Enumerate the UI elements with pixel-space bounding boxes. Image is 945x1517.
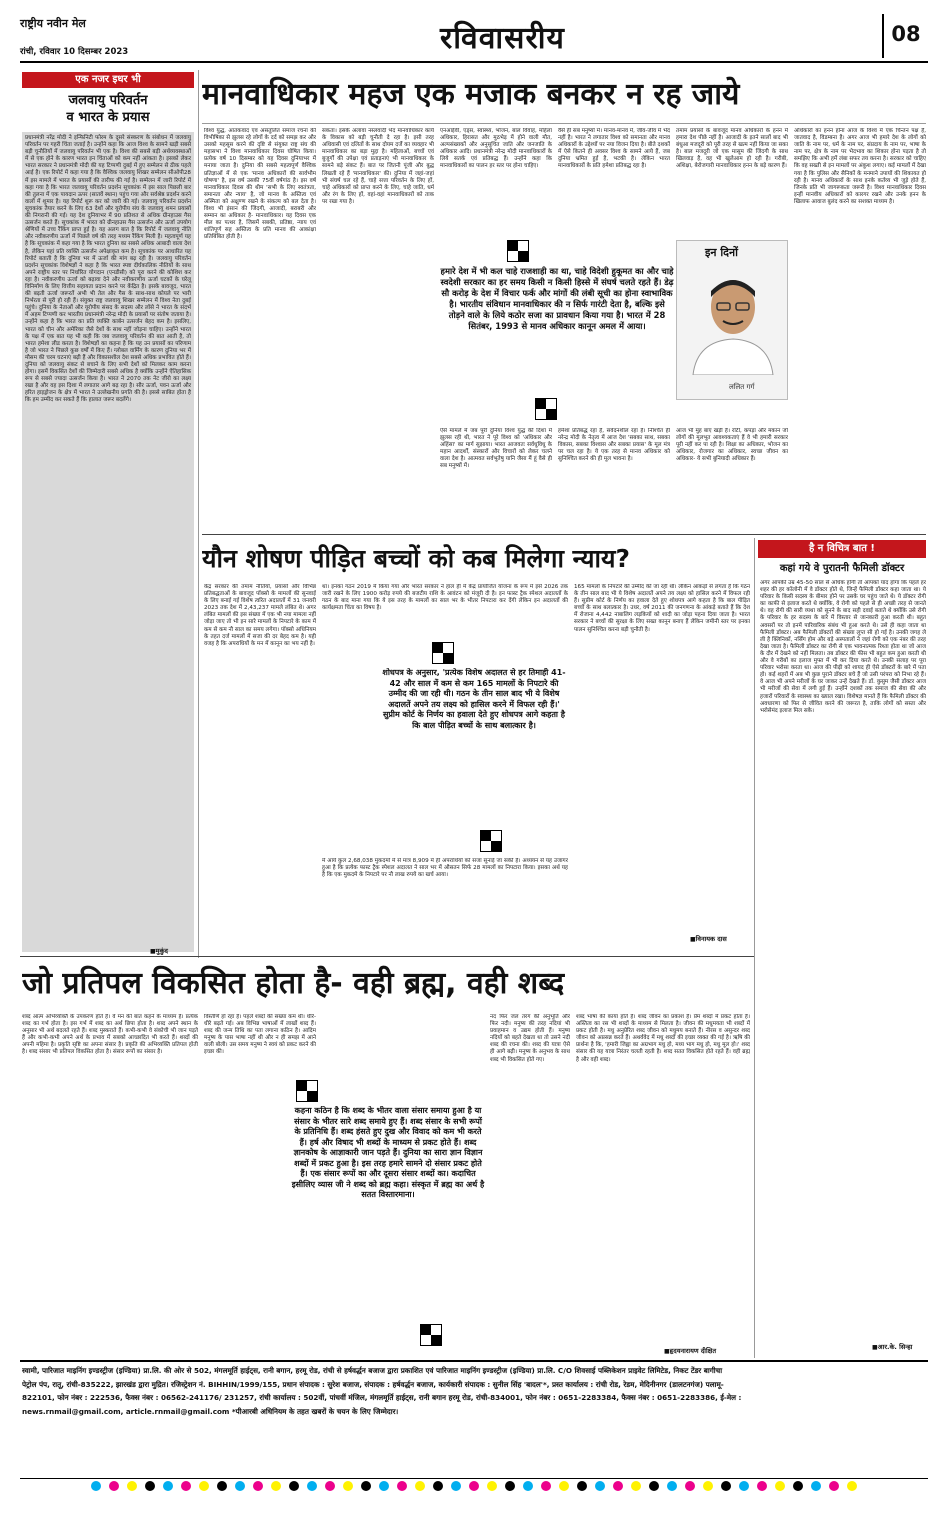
- page-number: 08: [891, 22, 921, 46]
- imprint: [22, 1364, 926, 1470]
- registration-dot: [469, 1481, 479, 1491]
- sidebar-divider: [198, 70, 199, 958]
- story2-headline: यौन शोषण पीड़ित बच्चों को कब मिलेगा न्याय?: [202, 544, 631, 573]
- story1-quote: हमारे देश में भी कल चाहे राजशाही का था, चाहे विदेशी हुकूमत का और चाहे स्वदेशी सरकार का हर समय किसी न किसी हिस्से में संघर्ष चलते रहते हैं। डेढ़ सौ करोड़ के देश में विचार फर्क और मांगों की लंबी सूची का होना स्वाभाविक है। भारतीय संविधान मानवाधिकार की न सिर्फ गारंटी देता है, बल्कि इसे तोड़ने वाले के लिये कठोर सजा का प्रावधान किया गया है। भारत में 28 सितंबर, 1993 से मानव अधिकार कानून अमल में आया।: [440, 266, 674, 331]
- registration-dot: [811, 1481, 821, 1491]
- sidebar-title-line2: व भारत के प्रयास: [66, 110, 150, 125]
- registration-dot: [379, 1481, 389, 1491]
- registration-dot: [415, 1481, 425, 1491]
- registration-dot: [739, 1481, 749, 1491]
- story1-col2: सकता। इसके अलावा नस्लवादी भेद मानवाधिकार कार्य के विकास को बड़ी चुनौती दे रहा है। इसी तरह अधिवासी एवं दलितों के साथ दोयम दर्जे का व्यवहार भी मानवाधिकार का बड़ा मुद्दा है। महिलाओं, बच्चों एवं बुजुर्गों की उपेक्षा एवं प्रताड़नाएं भी मानवाधिकार के सामने बड़े संकट हैं। बात पर जितनी पूंजी और बुद्ध लिखती रहे हैं 'मानवाधिकार' की। दुनिया में जहां-जहां भी संघर्ष चल रहे हैं, चाहे सत्ता परिवर्तन के लिए हों, चाहे अधिकारों को प्राप्त करने के लिए, चाहे जाति, धर्म और रंग के लिए हों, वहां-वहां मानवाधिकारों को ताक पर रखा गया है।: [322, 128, 434, 205]
- author-portrait-icon: [687, 265, 779, 375]
- story4-headline: जो प्रतिपल विकसित होता है- वही ब्रह्म, वही शब्द: [22, 966, 565, 1001]
- imprint-line4: news.rnmail@gmail.com, article.rnmail@gmail.com *पीआरबी अधिनियम के तहत खबरों के चयन के लिए जिम्मेदार।: [22, 1406, 399, 1416]
- story4-col2: विस्तीर्ण हो रहा है। पहले शब्दों की संख्या कम थी। धीरे-धीरे बढ़ते गई। अब विभिन्न भाषाओं में लाखों शब्द हैं। शब्द की जन्म तिथि का पता लगाना कठिन है। आदिम मनुष्य के पास भाषा नहीं थी और न ही समझ में आने वाली बोली। उस समय मनुष्य ने स्वयं को प्रकट करने की इच्छा की।: [204, 1014, 316, 1056]
- registration-dot: [595, 1481, 605, 1491]
- story2-col2: था। इनका गठन 2019 में किया गया और भारत सरकार ने हाल ही में केंद्र प्रायोजित योजना के रूप में इसे 2026 तक जारी रखने के लिए 1900 करोड़ रुपये की बजटीय राशि के आवंटन को मंजूरी दी है। इन फास्ट ट्रैक स्पेशल अदालतों के गठन के बाद माना गया कि ये इस तरह के मामलों का साल भर के भीतर निपटारा कर देंगी लेकिन इन अदालतों की कार्यक्षमता चिंता का विषय है।: [322, 584, 568, 612]
- sidebar-title: [22, 92, 194, 126]
- story2-quote: शोधपत्र के अनुसार, 'प्रत्येक विशेष अदालत से हर तिमाही 41-42 और साल में कम से कम 165 मामलों के निपटारे की उम्मीद की जा रही थी। गठन के तीन साल बाद भी ये विशेष अदालतें अपने तय लक्ष्य को हासिल करने में विफल रही हैं।' सुप्रीम कोर्ट के निर्णय का हवाला देते हुए शोधपत्र आगे कहता है कि बाल पीड़ित बच्चों के साथ बलात्कार है।: [382, 668, 566, 730]
- sidebar-byline: ■ मुकुंद: [150, 946, 168, 955]
- story4-quote: कहना कठिन है कि शब्द के भीतर वाला संसार समाया हुआ है या संसार के भीतर सारे शब्द समाये हुए हैं। शब्द संसार के सभी रूपों के प्रतिनिधि हैं। शब्द हंसते हुए दुख और विवाद को कम भी करते हैं। हर्ष और विषाद भी शब्दों के माध्यम से प्रकट होते हैं। शब्द ज्ञानकोष के आज्ञाकारी जान पड़ते हैं। दुनिया का सारा ज्ञान विज्ञान शब्दों में प्रकट हुआ है। इस तरह हमारे सामने दो संसार प्रकट होते हैं। एक संसार रूपों का और दूसरा संसार शब्दों का। कदाचित इसीलिए व्यास जी ने शब्द को ब्रह्म कहा। संस्कृत में ब्रह्म का अर्थ है सतत विस्तारमाना।: [291, 1106, 485, 1199]
- story1-col3: एनआईवी, एड्स, स्वास्थ्य, भोजन, बाल विवाह, महिला अधिकार, हिरासत और मुठभेड़ में होने वाली मौत, अल्पसंख्यकों और अनुसूचित जाति और जनजाति के अधिकार आदि। प्रधानमंत्री नरेन्द्र मोदी मानवाधिकारों के लिये सतर्क एवं प्रतिबद्ध हैं। उन्होंने कहा कि मानवाधिकारों का पालन हर स्तर पर होना चाहिए।: [440, 128, 552, 170]
- story2-col1: केंद्र सरकार की तमाम नीतियों, प्रयासों और विभिन्न प्रतिबद्धताओं के बावजूद पॉक्सो के मामलों की सुनवाई के लिए बनाई गई विशेष त्वरित अदालतों में 31 जनवरी 2023 तक देश में 2,43,237 मामले लंबित थे। अगर लंबित मामलों की इस संख्या में एक भी नया मामला नहीं जोड़ा जाए तो भी इन सारे मामलों के निपटारे के काम में कम से कम नौ साल का समय लगेगा। पॉक्सो अधिनियम के तहत दर्ज मामलों में सजा की दर बेहद कम है। यही वजह है कि अपराधियों के मन में कानून का भय नहीं है।: [204, 584, 316, 647]
- sidebar-title-line1: जलवायु परिवर्तन: [68, 93, 148, 108]
- registration-dot: [613, 1481, 623, 1491]
- author-name: ललित गर्ग: [729, 383, 755, 391]
- quote-mark-3b: [420, 1324, 442, 1346]
- registration-dot: [361, 1481, 371, 1491]
- registration-dot: [829, 1481, 839, 1491]
- quote-mark-3a: [296, 1080, 318, 1102]
- registration-dot: [631, 1481, 641, 1491]
- registration-dot: [487, 1481, 497, 1491]
- registration-dot: [649, 1481, 659, 1491]
- masthead-rule: [20, 61, 928, 63]
- quote-mark-2b: [480, 830, 502, 852]
- story1-headline: मानवाधिकार महज एक मजाक बनकर न रह जाये: [202, 77, 740, 112]
- page-number-box: [882, 14, 928, 58]
- story1-col9: आज भी मुंह बाए खड़ी हैं। रोटी, कपड़ा और मकान जो लोगों की मूलभूत आवश्यकताएं हैं वे भी हमारी सरकार पूरी नहीं कर पा रही है। शिक्षा का अधिकार, भोजन का अधिकार, रोजगार का अधिकार, स्वच्छ जीवन का अधिकार- ये सभी बुनियादी अधिकार हैं।: [676, 428, 788, 463]
- quote-mark-bottom: [535, 398, 557, 420]
- section-title: रविवासरीय: [440, 21, 565, 56]
- story1-bottom-rule: [202, 534, 926, 535]
- registration-dot: [109, 1481, 119, 1491]
- registration-dot: [145, 1481, 155, 1491]
- imprint-line3: 822101, फोन नंबर : 222536, फैक्स नंबर : 06562-241176/ 231257, रांची कार्यालय : 502वीं, पांचवीं मंजिल, मंगलमूर्ति हाईट्स, रानी बगान हरमू रोड, रांची-834001, फोन नंबर : 0651-2283384, फैक्स नंबर : 0651-2283386, ई-मेल :: [22, 1393, 742, 1402]
- registration-dot: [577, 1481, 587, 1491]
- story3-byline: ■ आर.के. सिन्हा: [872, 1342, 912, 1351]
- registration-dot: [523, 1481, 533, 1491]
- registration-dot: [163, 1481, 173, 1491]
- registration-dot: [793, 1481, 803, 1491]
- story3-kicker-box: [758, 540, 926, 558]
- registration-dot: [667, 1481, 677, 1491]
- registration-dot: [127, 1481, 137, 1491]
- story2-divider: [754, 538, 755, 1358]
- story3-body: अगर आपकी उम्र 45-50 साल से अधिक होगी तो आपको याद होगा कि पहले हर शहर की हर कॉलोनी में वे डॉक्टर होते थे, जिन्हें फैमिली डॉक्टर कहा जाता था। ये परिवार के किसी सदस्य के बीमार होने पर उसके घर पहुंच जाते थे। ये डॉक्टर रोगी का काफी से इलाज करते थे क्योंकि, वे रोगी को पहले से ही अच्छी तरह से जानते थे। वह रोगी की सारी व्यथा को सुनने के बाद सही दवाई बताते थे क्योंकि उसे रोगी के परिवार के हर सदस्य के बारे में विस्तार से जानकारी हुआ करती थी। बहुत अवसरों पर तो इनमें पारिवारिक संबंध भी हुआ करते थे। उसे ही कहा जाता था फैमिली डॉक्टर। अब फैमिली डॉक्टरों की संख्या लुप्त सी हो गई है। उनकी जगह ले ली है क्लिनिकों, नर्सिंग होम और बड़े अस्पतालों ने जहां रोगी को एक नंबर की तरह देखा जाता है। फैमिली डॉक्टर का रोगी से एक भावनात्मक रिश्ता होता था जो आज के दौर में देखने को नहीं मिलता। तब डॉक्टर की फीस भी बहुत कम हुआ करती थी और वे गरीबों का इलाज मुफ्त में भी कर दिया करते थे। उनकी सलाह पर पूरा परिवार भरोसा करता था। आज की पीढ़ी को शायद ही ऐसे डॉक्टरों के बारे में पता हो। कई शहरों में अब भी कुछ पुराने डॉक्टर बचे हैं जो उसी परंपरा को निभा रहे हैं। वे आज भी अपने मरीजों के घर जाकर उन्हें देखते हैं। डॉ. कुसुम जैसी डॉक्टर आज भी मरीजों की सेवा में लगी हुई हैं। उन्होंने दशकों तक समाज की सेवा की और हजारों परिवारों के स्वास्थ्य का ख्याल रखा। विशेषज्ञ मानते हैं कि फैमिली डॉक्टर की अवधारणा को फिर से जीवित करने की जरूरत है, ताकि लोगों को सस्ता और भरोसेमंद इलाज मिल सके।: [760, 580, 926, 714]
- column-label: इन दिनों: [705, 246, 738, 259]
- story1-col1: विश्व युद्ध, आतंकवाद एवं असंतुलित समाज रचना की विभीषिका से झुलस रहे लोगों के दर्द को समझ कर और उसको महसूस करने की दृष्टि से संयुक्त राष्ट्र संघ की महासभा ने विश्व मानवाधिकार दिवस घोषित किया। प्रत्येक वर्ष 10 दिसम्बर को यह दिवस दुनियाभर में मनाया जाता है। दुनिया की सबसे महत्वपूर्ण वैश्विक प्रतिज्ञाओं में से एक 'मानव अधिकारों की सार्वभौम घोषणा' है, इस वर्ष उसकी 75वीं वर्षगांठ है। इस वर्ष मानवाधिकार दिवस की थीम 'सभी के लिए स्वतंत्रता, समानता और न्याय' है, जो मानव के अस्तित्व एवं अस्मिता को अक्षुण्ण रखने के संकल्प को बल देता है। विश्व भी इंसान की जिंदगी, आजादी, बराबरी और सम्मान का अधिकार है- मानवाधिकार। यह दिवस एक मील का पत्थर है, जिसमें सबकी, प्रतिष्ठा, न्याय एवं शांतिपूर्ण सह अस्तित्व के प्रति मानव की आकांक्षा प्रतिबिंबित होती है।: [204, 128, 316, 241]
- story3-kicker: है न विचित्र बात !: [809, 543, 875, 554]
- registration-dot: [289, 1481, 299, 1491]
- registration-dot: [775, 1481, 785, 1491]
- registration-dot: [343, 1481, 353, 1491]
- registration-dot: [253, 1481, 263, 1491]
- registration-dot: [91, 1481, 101, 1491]
- author-photo-box: [676, 240, 788, 400]
- quote-mark-2a: [432, 642, 454, 664]
- story1-col4: वैसे ही सब मनुष्यों में। मानव-मानव में, जीव-जीव में भेद नहीं है। भारत ने लगातार विश्व को समानता और मानव अधिकारों के उद्देश्यों पर नया विजन दिया है। बीते दशकों में ऐसे कितने ही अवसर विश्व के सामने आये हैं, जब दुनिया भ्रमित हुई है, भटकी है। लेकिन भारत मानवाधिकारों के प्रति हमेशा प्रतिबद्ध रहा है।: [558, 128, 670, 170]
- registration-dot: [451, 1481, 461, 1491]
- registration-dot: [685, 1481, 695, 1491]
- registration-dot: [307, 1481, 317, 1491]
- story1-col5: तमाम प्रयासों के बावजूद मानव अधिकारों के हनन में हमारा देश पीछे नहीं है। आजादी के इतने सालों बाद भी बंधुआ मजदूरी को पूरी तरह से खत्म नहीं किया जा सका है। बाल मजदूरी जो एक मासूम की जिंदगी के साथ खिलवाड़ है, वह भी खुलेआम हो रही है। गरीबी, अशिक्षा, बेरोजगारी मानवाधिकार हनन के बड़े कारण हैं।: [676, 128, 788, 170]
- registration-dot: [847, 1481, 857, 1491]
- story4-byline: ■ हृदयनारायण दीक्षित: [664, 1346, 716, 1355]
- registration-marks: [20, 1478, 928, 1492]
- story1-col6: अधिकारों का हनन होना आज के विश्व में एक चिन्तन पक्ष है, जातवाद है, विडम्बना है। अगर आज भी हमारे देश के लोगों को जाति के नाम पर, धर्म के नाम पर, संप्रदाय के नाम पर, भाषा के नाम पर, क्षेत्र के नाम पर भेदभाव का शिकार होना पड़ता है तो समझिए कि अभी हमें लंबा सफर तय करना है। सरकार को चाहिए कि वह सख्ती से इन मामलों पर अंकुश लगाए। कई मामलों में देखा गया है कि पुलिस और सैनिकों के मनमाने उपायों की शिकायत हो रही है। मानव अधिकारों के साथ इनके कर्तव्य भी जुड़े होते हैं, जिनके प्रति भी जागरूकता जरूरी है। विश्व मानवाधिकार दिवस इन्हीं मानवीय अधिकारों को कारगर रखने और उनके हनन के खिलाफ आवाज बुलंद करने का सशक्त माध्यम है।: [794, 128, 926, 205]
- registration-dot: [397, 1481, 407, 1491]
- registration-dot: [271, 1481, 281, 1491]
- registration-dot: [559, 1481, 569, 1491]
- registration-dot: [703, 1481, 713, 1491]
- sidebar-body: प्रधानमंत्री नरेंद्र मोदी ने इन्फिनिटी फोरम के दूसरे संस्करण के संबोधन में जलवायु परिवर्तन पर गहरी चिंता जताई है। उन्होंने कहा कि आज विश्व के सामने खड़ी सबसे बड़ी चुनौतियों में जलवायु परिवर्तन भी एक है। विश्व की सबसे बड़ी अर्थव्यवस्थाओं में से एक होने के कारण भारत इन चिंताओं को कम नहीं आंकता है। इसको लेकर भारत सरकार ने प्रधानमंत्री मोदी की यह टिप्पणी दुबई में हुए सम्मेलन से ठीक पहले आई है। एक रिपोर्ट में कहा गया है कि वैश्विक जलवायु शिखर सम्मेलन सीओपी28 में इस मामले में भारत के प्रयासों की तारीफ की गई है। सम्मेलन में जारी रिपोर्ट में कहा गया है कि भारत जलवायु परिवर्तन प्रदर्शन सूचकांक में इस साल पिछली बार की तुलना में एक पायदान ऊपर (सातवें स्थान) पहुंच गया और सर्वश्रेष्ठ प्रदर्शन करने वालों में शुमार है। यह रिपोर्ट शुरू कर को जारी की गई। जलवायु परिवर्तन प्रदर्शन सूचकांक तैयार करने के लिए 63 देशों और यूरोपीय संघ के जलवायु शमन प्रयासों की निगरानी की गई। यह देश दुनियाभर में 90 प्रतिशत से अधिक ग्रीनहाउस गैस उत्सर्जन करते हैं। सूचकांक में भारत को ग्रीनहाउस गैस उत्सर्जन और ऊर्जा उपयोग श्रेणियों में उच्च रैंकिंग प्राप्त हुई है। यह अलग बात है कि रिपोर्ट में जलवायु नीति और नवीकरणीय ऊर्जा में पिछले वर्ष की तरह मध्यम रैंकिंग मिली है। महत्वपूर्ण यह है कि सूचकांक में कहा गया है कि भारत दुनिया का सबसे अधिक आबादी वाला देश है, लेकिन यहां प्रति व्यक्ति उत्सर्जन अपेक्षाकृत कम है। सूचकांक पर आधारित यह रिपोर्ट बताती है कि दुनिया भर में ऊर्जा की मांग बढ़ रही है। जलवायु परिवर्तन प्रदर्शन सूचकांक विशेषज्ञों ने कहा है कि भारत स्पष्ट दीर्घकालिक नीतियों के साथ अपने राष्ट्रीय स्तर पर निर्धारित योगदान (एनडीसी) को पूरा करने की कोशिश कर रहा है। नवीकरणीय ऊर्जा को बढ़ावा देने और नवीकरणीय ऊर्जा घटकों के घरेलू विनिर्माण के लिए वित्तीय सहायता प्रदान करने पर केंद्रित है। इसके बावजूद, भारत की बढ़ती ऊर्जा जरूरतें अभी भी तेल और गैस के साथ-साथ कोयले पर भारी निर्भरता से पूरी हो रही हैं। संयुक्त राष्ट्र जलवायु शिखर सम्मेलन में विश्व नेता दुबई पहुंचे। दुनिया के नेताओं और यूरोपीय संसद के सदस्य और लॉसे ने भारत के संदर्भ में अहम टिप्पणी कर भारतीय प्रधानमंत्री नरेन्द्र मोदी के प्रयासों पर संतोष जताया है। उन्होंने कहा है कि भारत का प्रति व्यक्ति कार्बन उत्सर्जन बेहद कम है। इसलिए, भारत को चीन और अमेरिका जैसे देशों के साथ नहीं जोड़ना चाहिए। उन्होंने भारत के पक्ष में एक बात यह भी कही कि जब जलवायु परिवर्तन की बात आती है, तो भारत हमेशा लीड करता है। विशेषज्ञों का कहना है कि यह उन प्रयासों का परिणाम है जो भारत ने पिछले कुछ वर्षों में किए हैं। ग्लोबल वार्मिंग के कारण दुनिया भर में मौसम की चरम घटनाएं बढ़ी हैं और विकासशील देश सबसे अधिक प्रभावित होते हैं। दुनिया को जलवायु संकट से बचाने के लिए सभी देशों को मिलकर काम करना होगा। इसमें विकसित देशों की जिम्मेदारी सबसे अधिक है क्योंकि उन्होंने ऐतिहासिक रूप से सबसे ज्यादा उत्सर्जन किया है। भारत ने 2070 तक नेट जीरो का लक्ष्य रखा है और वह इस दिशा में लगातार आगे बढ़ रहा है। सौर ऊर्जा, पवन ऊर्जा और हरित हाइड्रोजन के क्षेत्र में भारत ने उल्लेखनीय प्रगति की है। इससे साबित होता है कि हम उम्मीद कर सकते हैं कि हालात जरूर बदलेंगे।: [22, 132, 194, 952]
- story1-rule: [202, 123, 926, 124]
- registration-dot: [505, 1481, 515, 1491]
- story2-col3: में आये कुल 2,68,038 मुकदमों में से मात्र 8,909 में ही अपराधियों को सजा सुनाई जा सकी है। अध्ययन से यह उजागर हुआ है कि प्रत्येक फास्ट ट्रैक स्पेशल अदालत ने साल भर में औसतन सिर्फ 28 मामलों का निपटारा किया। इसका अर्थ यह है कि एक मुकदमे के निपटारे पर नौ लाख रुपये का खर्च आया।: [322, 858, 568, 879]
- registration-dot: [757, 1481, 767, 1491]
- registration-dot: [541, 1481, 551, 1491]
- story4-col4: शब्द भाषा की काया होते हैं। शब्द जीवन का प्रकाश हैं। प्रेम शब्दों में प्रकट होता है। अस्तित्व का रस भी शब्दों के माध्यम से मिलता है। जीवन की मधुमयता भी शब्दों में प्रकट होती है। मधु अनुप्रेरित शब्द जीवन को मधुमय बनाते हैं। नीरस व असुन्दर शब्द जीवन को अप्रसन्न करते हैं। अथर्ववेद में मधु शब्दों की इच्छा व्यक्त की गई है। ऋषि की प्रार्थना है कि, 'हमारी जिह्वा का अग्रभाग मधु हो, मध्य भाग मधु हो, मधु मूल हो।' शब्द संसार की यह यात्रा निरंतर चलती रहती है। शब्द सतत विकसित होते रहते हैं। वही ब्रह्म है और वही शब्द।: [576, 1014, 750, 1063]
- imprint-line1: स्वामी, पारिजात माइनिंग इण्डस्ट्रीज (इण्डिया) प्रा.लि. की ओर से 502, मंगलमूर्ति हाईट्स, रानी बगान, हरमू रोड, रांची से हर्षवर्द्धन बजाज द्वारा प्रकाशित एवं पारिजात माइनिंग इण्डस्ट्रीज (इण्डिया) प्रा.लि. C/O शिवसाई पब्लिकेशन प्राइवेट लिमिटेड, निकट टेंडर बागीचा: [22, 1366, 723, 1375]
- story1-col8: हमेशा प्रतिबद्ध रहा है, संवेदनशील रहा है। निश्चित ही नरेन्द्र मोदी के नेतृत्व में आज देश 'सबका साथ, सबका विकास, सबका विश्वास और सबका प्रयास' के मूल मंत्र पर चल रहा है। ये एक तरह से मानव अधिकार को सुनिश्चित करने की ही मूल भावना है।: [558, 428, 670, 463]
- story3-headline: कहां गये वे पुरातनी फैमिली डॉक्टर: [779, 563, 905, 574]
- story1-col7: ऐसे मामले में जब पूरी दुनिया विश्व युद्ध की दिशा में झुलस रही थी, भारत ने पूरे विश्व को 'अधिकार और अहिंसा' का मार्ग सुझाया। भारत आजवतः सर्वधुविधु के महान आदर्शों, संस्कारों और विचारों को लेकर चलने वाला देश है। आत्मवत सर्वभूतेषु यानि जैसा मैं हूं वैसे ही सब मनुष्यों में।: [440, 428, 552, 470]
- paper-name: राष्ट्रीय नवीन मेल: [20, 17, 86, 30]
- sidebar-kicker: एक नजर इधर भी: [75, 74, 141, 85]
- registration-dot: [433, 1481, 443, 1491]
- registration-dot: [181, 1481, 191, 1491]
- masthead: [20, 14, 928, 60]
- registration-dot: [325, 1481, 335, 1491]
- story2-col4: 165 मामलों के निपटारे की उम्मीद की जा रही थी। लेकिन आंकड़ों से लगता है कि गठन के तीन साल बाद भी ये विशेष अदालतें अपने तय लक्ष्य को हासिल करने में विफल रही हैं। सुप्रीम कोर्ट के निर्णय का हवाला देते हुए शोधपत्र आगे कहता है कि बाल पीड़ित बच्चों के साथ बलात्कार है। उधर, वर्ष 2011 की जनगणना के आंकड़े बताते हैं कि देश में रोजाना 4,442 नाबालिग लड़कियों को शादी का जोड़ा पहना दिया जाता है। भारत सरकार ने बच्चों की सुरक्षा के लिए सख्त कानून बनाए हैं लेकिन जमीनी स्तर पर इनका पालन सुनिश्चित करना बड़ी चुनौती है।: [574, 584, 750, 633]
- story4-col3: नद फिर जल तरंग की अनुभूति और फिर नदी। मनुष्य की तरह नदियां भी प्रवाहमान व उद्यम होती हैं। मनुष्य नदियों को बहते देखता था तो उसने नदी शब्द की रचना की। शब्द की यात्रा ऐसे ही आगे बढ़ी। मनुष्य के अनुभव के साथ शब्द भी विकसित होते गए।: [490, 1014, 570, 1063]
- sidebar-kicker-box: [22, 72, 194, 88]
- registration-dot: [199, 1481, 209, 1491]
- story2-byline: ■ विनायक दास: [690, 934, 727, 943]
- registration-dot: [217, 1481, 227, 1491]
- registration-dot: [235, 1481, 245, 1491]
- dateline: रांची, रविवार 10 दिसम्बर 2023: [20, 47, 129, 57]
- footer-rule: [20, 1360, 928, 1362]
- registration-dot: [721, 1481, 731, 1491]
- quote-mark-top: [507, 240, 529, 262]
- story4-col1: शब्द आत्म अभिव्यक्ति के उपकरण होते हैं। वे मन की बात कहने के माध्यम हैं। प्रत्येक शब्द का गर्भ होता है। इस गर्भ में शब्द का अर्थ छिपा होता है। शब्द अपने स्थान के अनुसार भी अर्थ बदलते रहते हैं। शब्द मुस्कराते हैं। कभी-कभी वे संकोची भी जान पड़ते हैं और कभी-कभी अपने अर्थ के प्रभाव में सबको आच्छादित भी करते हैं। शब्दों की अपनी महिमा है। प्रकृति सृष्टि का अपना संसार है। प्रकृति की अभिव्यक्ति प्रतिपल होती है। शब्द संसार भी प्रतिपल विकसित होता है। संसार रूपों का संसार है।: [22, 1014, 198, 1056]
- story2-bottom-rule: [20, 956, 754, 957]
- imprint-line2: पेट्रोल पंप, रातू, रांची-835222, झारखंड द्वारा मुद्रित। रजिस्ट्रेशन नं. BIHHIN/1999/155, प्रधान संपादक : सुरेश बजाज, संपादक : हर्षवर्द्धन बजाज, कार्यकारी संपादक : सुनील सिंह 'बादल'*, प्रस्त कार्यालय : रांची रोड, रेडम, मेदिनीनगर (डालटनगंज) पलामू-: [22, 1379, 724, 1389]
